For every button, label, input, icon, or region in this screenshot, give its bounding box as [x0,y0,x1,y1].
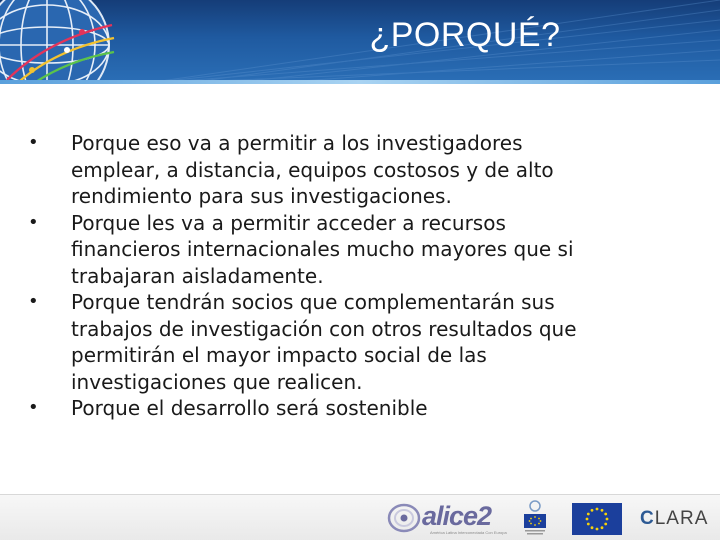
eu-emblem-icon [522,500,548,536]
bullet-item [24,130,664,210]
globe-icon [0,0,122,84]
eu-flag-icon [572,503,622,535]
bullet-line: Porque les va a permitir acceder a recursos [71,210,506,235]
alice-logo-text: alice2 [422,501,492,531]
bullet-marker: • [28,291,39,312]
bullet-line: Porque el desarrollo será sostenible [71,396,428,420]
bullet-marker: • [28,132,39,153]
bullet-item [24,210,664,290]
bullet-list [24,130,664,422]
slide-title: ¿PORQUÉ? [369,16,561,54]
bullet-line: trabajaran aisladamente. [71,263,324,288]
bullet-line: permitirán el mayor impacto social de las [71,343,487,367]
bullet-item [24,395,664,422]
bullet-line: investigaciones que realicen. [71,369,363,394]
bullet-line: trabajos de investigación con otros resultados que [71,316,577,341]
bullet-line: financieros internacionales mucho mayores que si [71,237,574,261]
alice2-logo [386,499,518,537]
bullet-marker: • [28,211,39,233]
clara-logo-initial: C [640,508,655,529]
bullet-item [24,289,664,395]
bullet-line: Porque eso va a permitir a los investigadores [71,131,523,155]
bullet-marker: • [28,397,39,418]
bullet-line: Porque tendrán socios que complementarán sus [71,290,555,314]
bullet-line: emplear, a distancia, equipos costosos y de alto [71,157,554,182]
alice-tagline: América Latina Interconectada Con Europa [430,530,507,535]
title-banner [0,0,720,84]
clara-logo-rest: LARA [654,508,709,529]
clara-logo [640,508,708,530]
bullet-line: rendimiento para sus investigaciones. [71,184,452,208]
